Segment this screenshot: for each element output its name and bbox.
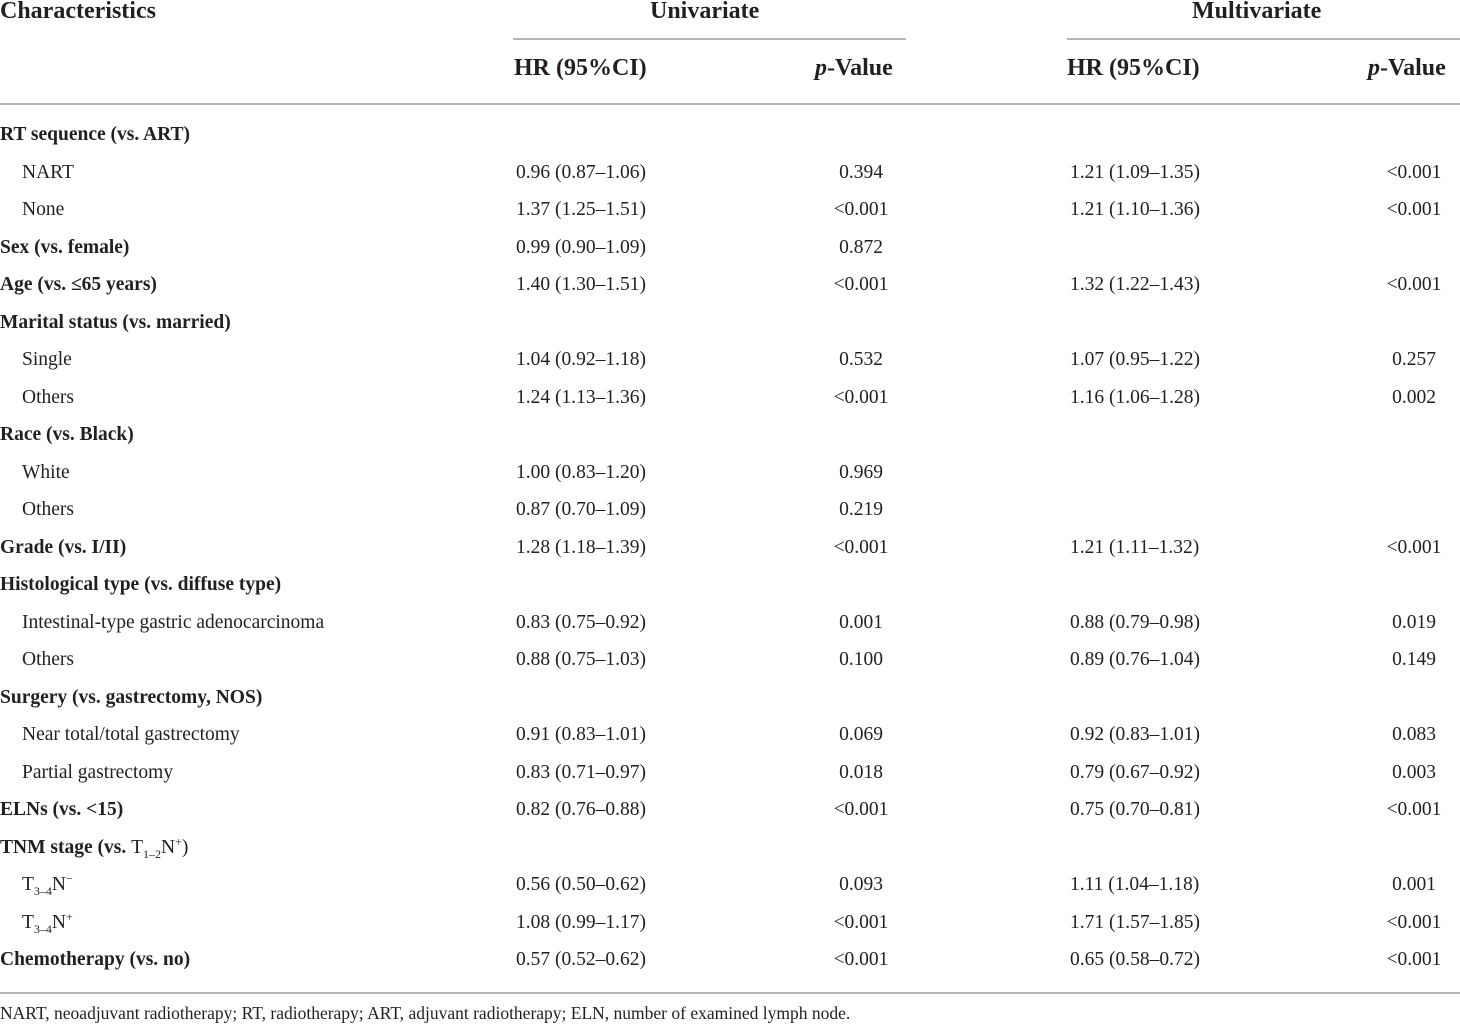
uni-p-cell: 0.872 [839, 237, 883, 258]
uni-hr-cell: 0.57 (0.52–0.62) [516, 949, 646, 970]
uni-hr-cell: 1.37 (1.25–1.51) [516, 199, 646, 220]
uni-p-cell: <0.001 [833, 537, 889, 558]
uni-hr-cell: 0.83 (0.71–0.97) [516, 762, 646, 783]
multi-p-cell: 0.019 [1392, 612, 1436, 633]
multi-hr-cell: 1.21 (1.10–1.36) [1070, 199, 1200, 220]
bottom-rule [0, 992, 1460, 994]
row-label: Marital status (vs. married) [0, 312, 231, 333]
uni-hr-cell: 1.28 (1.18–1.39) [516, 537, 646, 558]
uni-hr-cell: 0.56 (0.50–0.62) [516, 874, 646, 895]
multi-hr-cell: 1.21 (1.11–1.32) [1070, 537, 1200, 558]
header-uni-hr: HR (95%CI) [514, 55, 647, 81]
uni-p-cell: <0.001 [833, 799, 889, 820]
multi-p-cell: <0.001 [1386, 912, 1442, 933]
uni-p-cell: 0.219 [839, 499, 883, 520]
uni-hr-cell: 1.04 (0.92–1.18) [516, 349, 646, 370]
row-label: White [22, 462, 70, 483]
row-label: RT sequence (vs. ART) [0, 124, 191, 145]
header-uni-pvalue: p-Value [815, 55, 893, 81]
uni-hr-cell: 0.99 (0.90–1.09) [516, 237, 646, 258]
uni-hr-cell: 1.00 (0.83–1.20) [516, 462, 646, 483]
multi-hr-cell: 1.16 (1.06–1.28) [1070, 387, 1200, 408]
uni-p-cell: 0.001 [839, 612, 883, 633]
row-label: Others [22, 387, 74, 408]
row-label: $T_{3-4}N^-$ [22, 871, 73, 898]
uni-hr-cell: 0.82 (0.76–0.88) [516, 799, 646, 820]
uni-p-cell: <0.001 [833, 387, 889, 408]
row-label: Age (vs. ≤65 years) [0, 274, 157, 295]
uni-hr-cell: 0.83 (0.75–0.92) [516, 612, 646, 633]
multi-p-cell: <0.001 [1386, 274, 1442, 295]
row-label: ELNs (vs. <15) [0, 799, 124, 820]
multi-p-cell: <0.001 [1386, 799, 1442, 820]
row-label: Near total/total gastrectomy [22, 724, 240, 745]
row-label: $T_{3-4}N^+$ [22, 909, 73, 936]
row-label: NART [22, 162, 74, 183]
row-label: Partial gastrectomy [22, 762, 174, 783]
multi-hr-cell: 0.65 (0.58–0.72) [1070, 949, 1200, 970]
uni-hr-cell: 0.88 (0.75–1.03) [516, 649, 646, 670]
uni-hr-cell: 0.96 (0.87–1.06) [516, 162, 646, 183]
uni-hr-cell: 0.87 (0.70–1.09) [516, 499, 646, 520]
header-univariate: Univariate [650, 0, 760, 24]
uni-p-cell: 0.093 [839, 874, 883, 895]
multi-p-cell: <0.001 [1386, 199, 1442, 220]
row-label: Histological type (vs. diffuse type) [0, 574, 282, 595]
multi-hr-cell: 1.32 (1.22–1.43) [1070, 274, 1200, 295]
row-label: Grade (vs. I/II) [0, 537, 127, 558]
uni-p-cell: 0.018 [839, 762, 883, 783]
multivariate-underline [1067, 38, 1460, 40]
uni-p-cell: <0.001 [833, 912, 889, 933]
uni-hr-cell: 1.24 (1.13–1.36) [516, 387, 646, 408]
footnote: NART, neoadjuvant radiotherapy; RT, radiotherapy; ART, adjuvant radiotherapy; ELN, number of examined lymph node. [0, 1003, 851, 1023]
multi-p-cell: 0.149 [1392, 649, 1436, 670]
uni-p-cell: <0.001 [833, 199, 889, 220]
multi-p-cell: <0.001 [1386, 162, 1442, 183]
multi-hr-cell: 0.88 (0.79–0.98) [1070, 612, 1200, 633]
header-characteristics: Characteristics [0, 0, 156, 24]
row-label: TNM stage (vs. $T_{1-2}N^+$) [0, 834, 189, 861]
multi-p-cell: <0.001 [1386, 537, 1442, 558]
multi-p-cell: <0.001 [1386, 949, 1442, 970]
multi-p-cell: 0.002 [1392, 387, 1436, 408]
row-label: Others [22, 499, 74, 520]
header-rule [0, 103, 1460, 105]
uni-p-cell: 0.394 [839, 162, 883, 183]
uni-hr-cell: 1.08 (0.99–1.17) [516, 912, 646, 933]
multi-p-cell: 0.003 [1392, 762, 1436, 783]
row-label: None [22, 199, 65, 220]
uni-hr-cell: 0.91 (0.83–1.01) [516, 724, 646, 745]
row-label: Intestinal-type gastric adenocarcinoma [22, 612, 325, 633]
uni-hr-cell: 1.40 (1.30–1.51) [516, 274, 646, 295]
row-label: Others [22, 649, 74, 670]
multi-p-cell: 0.083 [1392, 724, 1436, 745]
row-label: Surgery (vs. gastrectomy, NOS) [0, 687, 263, 708]
row-label: Sex (vs. female) [0, 237, 130, 258]
multi-hr-cell: 1.07 (0.95–1.22) [1070, 349, 1200, 370]
header-multi-pvalue: p-Value [1368, 55, 1446, 81]
uni-p-cell: <0.001 [833, 274, 889, 295]
multi-hr-cell: 1.71 (1.57–1.85) [1070, 912, 1200, 933]
uni-p-cell: 0.100 [839, 649, 883, 670]
multi-p-cell: 0.257 [1392, 349, 1436, 370]
header-multivariate: Multivariate [1192, 0, 1322, 24]
uni-p-cell: 0.532 [839, 349, 883, 370]
multi-hr-cell: 0.79 (0.67–0.92) [1070, 762, 1200, 783]
multi-hr-cell: 1.21 (1.09–1.35) [1070, 162, 1200, 183]
uni-p-cell: 0.969 [839, 462, 883, 483]
univariate-underline [513, 38, 906, 40]
multi-hr-cell: 0.89 (0.76–1.04) [1070, 649, 1200, 670]
multi-hr-cell: 1.11 (1.04–1.18) [1070, 874, 1200, 895]
row-label: Single [22, 349, 72, 370]
multi-hr-cell: 0.92 (0.83–1.01) [1070, 724, 1200, 745]
row-label: Chemotherapy (vs. no) [0, 949, 191, 970]
multi-hr-cell: 0.75 (0.70–0.81) [1070, 799, 1200, 820]
header-multi-hr: HR (95%CI) [1067, 55, 1200, 81]
uni-p-cell: <0.001 [833, 949, 889, 970]
multi-p-cell: 0.001 [1392, 874, 1436, 895]
row-label: Race (vs. Black) [0, 424, 134, 445]
uni-p-cell: 0.069 [839, 724, 883, 745]
